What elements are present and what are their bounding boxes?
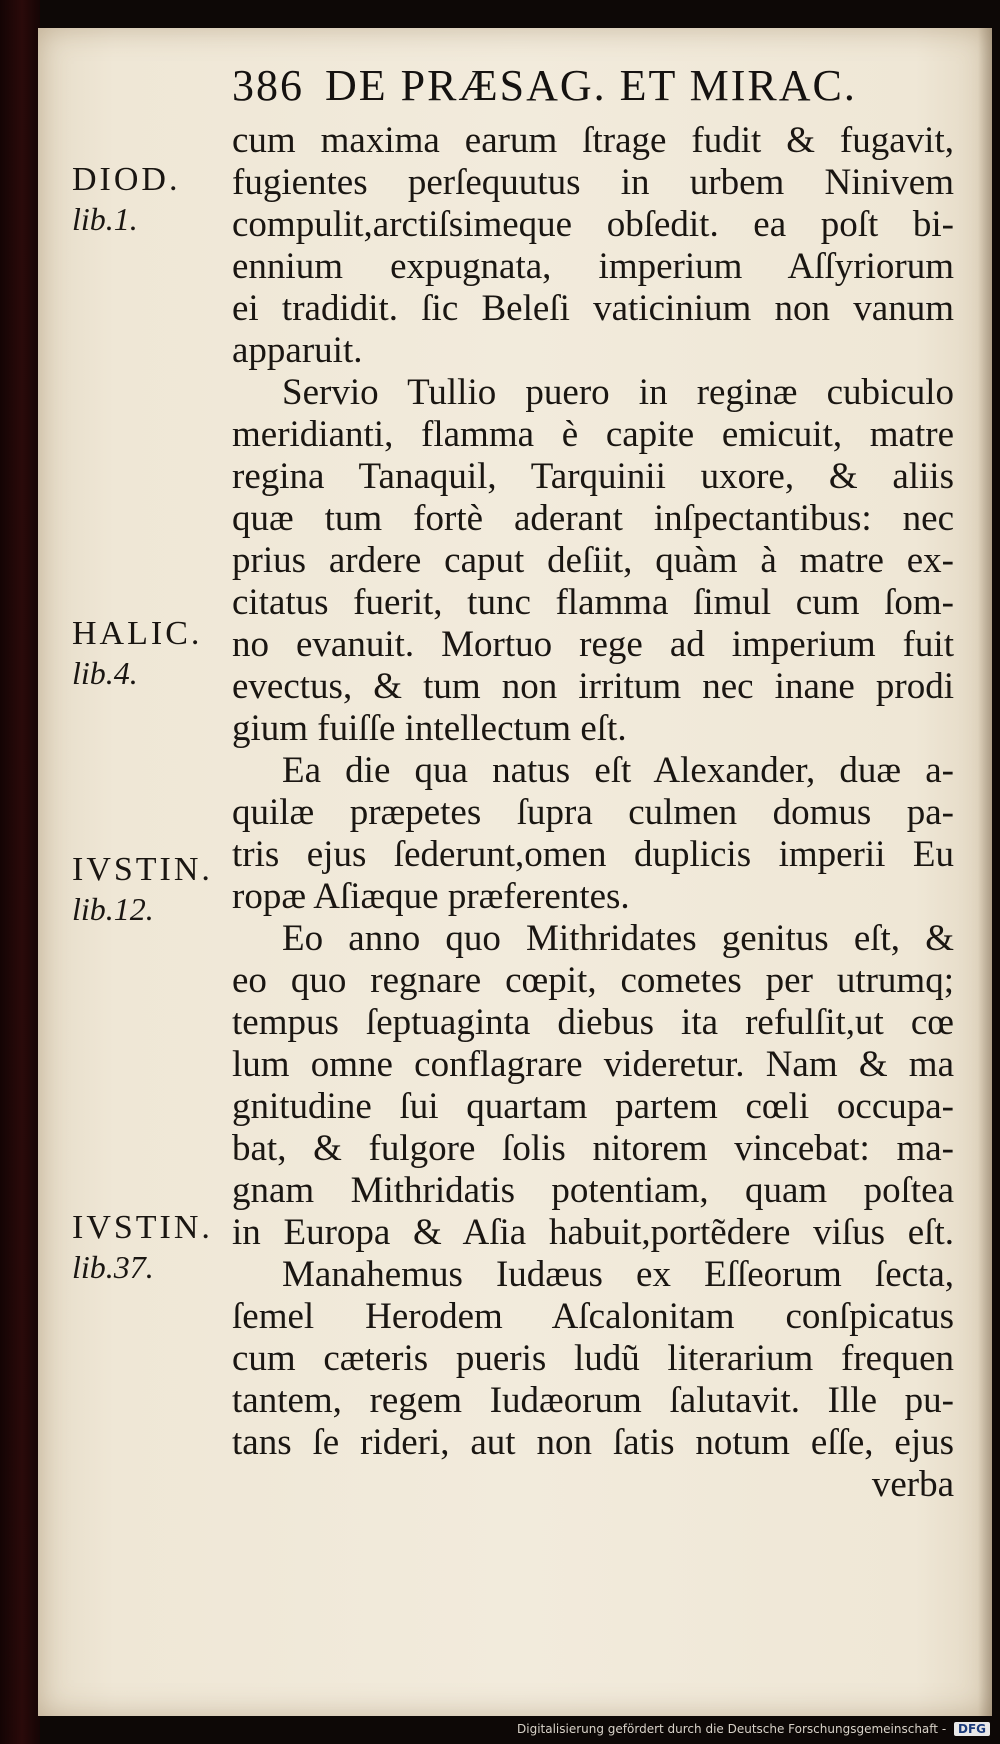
text-line: bat, & fulgore ſolis nitorem vincebat: ma- bbox=[232, 1128, 954, 1169]
catchword: verba bbox=[871, 1464, 954, 1505]
text-line: compulit,arctiſsimeque obſedit. ea poſt bi- bbox=[232, 204, 954, 245]
text-line: quæ tum fortè aderant inſpectantibus: nec bbox=[232, 498, 954, 539]
text-line: ei tradidit. ſic Beleſi vaticinium non vanum bbox=[232, 288, 954, 329]
text-line: ennium expugnata, imperium Aſſyriorum bbox=[232, 246, 954, 287]
text-line: cum cæteris pueris ludũ literarium frequen bbox=[232, 1338, 954, 1379]
text-line: regina Tanaquil, Tarquinii uxore, & aliis bbox=[232, 456, 954, 497]
margin-author: IVSTIN. bbox=[72, 851, 213, 888]
page-number: 386 bbox=[232, 61, 304, 110]
text-line: cum maxima earum ſtrage fudit & fugavit, bbox=[232, 120, 954, 161]
margin-note bbox=[72, 160, 242, 238]
text-line: Ea die qua natus eſt Alexander, duæ a- bbox=[282, 750, 954, 791]
margin-book: lib.12. bbox=[72, 891, 154, 927]
running-title: DE PRÆSAG. ET MIRAC. bbox=[325, 61, 857, 110]
text-line: tempus ſeptuaginta diebus ita refulſit,ut cœ bbox=[232, 1002, 954, 1043]
margin-book: lib.37. bbox=[72, 1249, 154, 1285]
running-head bbox=[232, 60, 952, 111]
page-edge-shadow bbox=[978, 28, 992, 1716]
text-line: Eo anno quo Mithridates genitus eſt, & bbox=[282, 918, 954, 959]
text-line: eo quo regnare cœpit, cometes per utrumq; bbox=[232, 960, 954, 1001]
text-line: Manahemus Iudæus ex Eſſeorum ſecta, bbox=[282, 1254, 954, 1295]
margin-book: lib.1. bbox=[72, 201, 138, 237]
text-line: lum omne conflagrare videretur. Nam & ma bbox=[232, 1044, 954, 1085]
margin-author: DIOD. bbox=[72, 161, 181, 198]
text-line: evectus, & tum non irritum nec inane prodi bbox=[232, 666, 954, 707]
margin-book: lib.4. bbox=[72, 655, 138, 691]
text-line: citatus fuerit, tunc flamma ſimul cum ſom- bbox=[232, 582, 954, 623]
footer-text: Digitalisierung gefördert durch die Deutsche Forschungsgemeinschaft - bbox=[517, 1722, 947, 1736]
text-line: tantem, regem Iudæorum ſalutavit. Ille pu- bbox=[232, 1380, 954, 1421]
text-line: ropæ Aſiæque præferentes. bbox=[232, 876, 630, 917]
text-line: gnam Mithridatis potentiam, quam poſtea bbox=[232, 1170, 954, 1211]
digitization-footer bbox=[517, 1722, 990, 1736]
margin-note bbox=[72, 614, 242, 692]
margin-note bbox=[72, 1208, 242, 1286]
text-line: gnitudine ſui quartam partem cœli occupa- bbox=[232, 1086, 954, 1127]
text-line: Servio Tullio puero in reginæ cubiculo bbox=[282, 372, 954, 413]
dfg-logo: DFG bbox=[954, 1722, 990, 1736]
text-line: tris ejus ſederunt,omen duplicis imperii Eu bbox=[232, 834, 954, 875]
text-line: apparuit. bbox=[232, 330, 363, 371]
text-line: quilæ præpetes ſupra culmen domus pa- bbox=[232, 792, 954, 833]
book-binding bbox=[0, 0, 40, 1744]
margin-author: IVSTIN. bbox=[72, 1209, 213, 1246]
text-line: ſemel Herodem Aſcalonitam conſpicatus bbox=[232, 1296, 954, 1337]
text-line: in Europa & Aſia habuit,portẽdere viſus eſt. bbox=[232, 1212, 954, 1253]
text-line: meridianti, flamma è capite emicuit, matre bbox=[232, 414, 954, 455]
margin-note bbox=[72, 850, 242, 928]
text-line: fugientes perſequutus in urbem Ninivem bbox=[232, 162, 954, 203]
body-text bbox=[232, 120, 954, 1506]
text-line: tans ſe rideri, aut non ſatis notum eſſe, ejus bbox=[232, 1422, 954, 1463]
text-line: prius ardere caput deſiit, quàm à matre ex- bbox=[232, 540, 954, 581]
text-line: gium fuiſſe intellectum eſt. bbox=[232, 708, 627, 749]
margin-author: HALIC. bbox=[72, 615, 203, 652]
text-line: no evanuit. Mortuo rege ad imperium fuit bbox=[232, 624, 954, 665]
